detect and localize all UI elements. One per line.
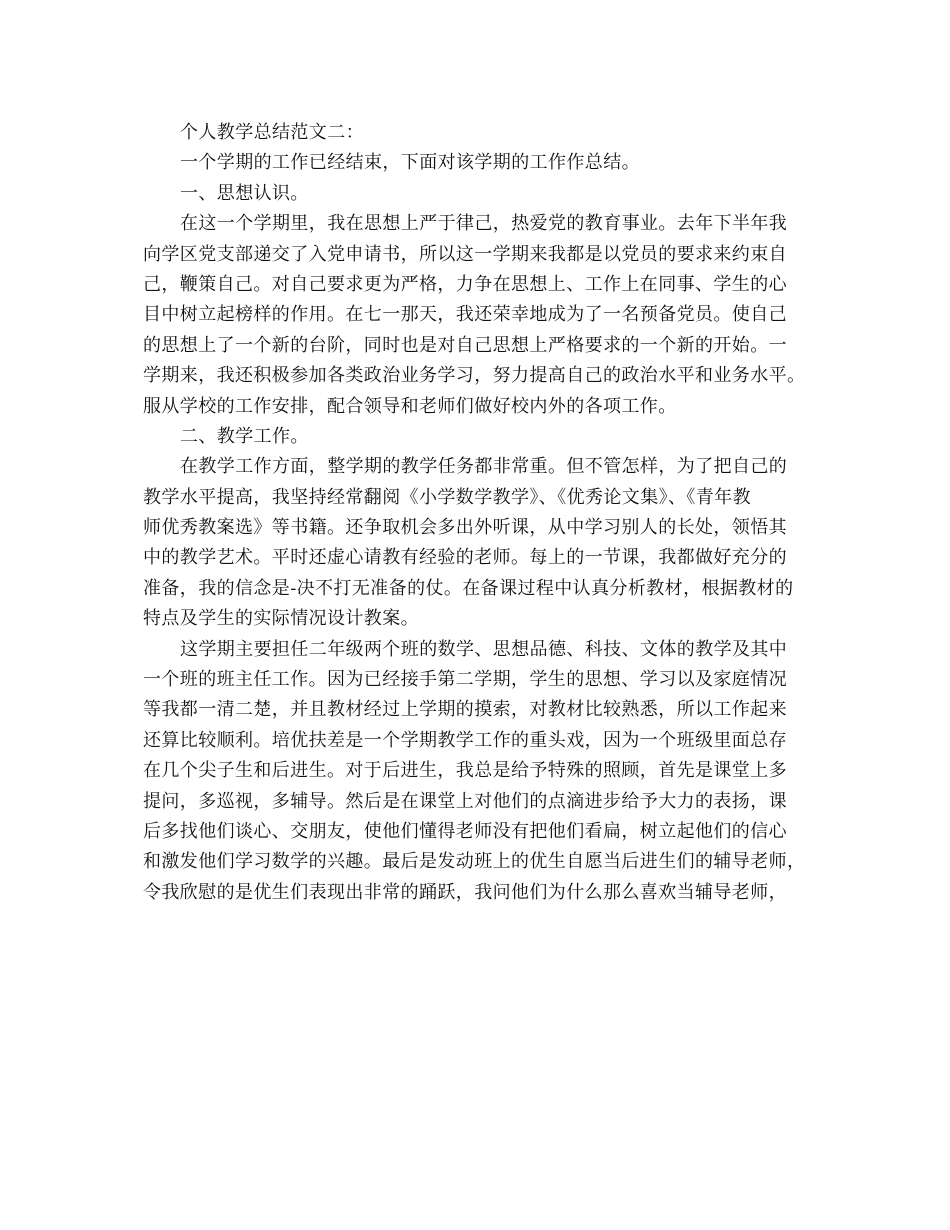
paragraph-line: 提问，多巡视，多辅导。然后是在课堂上对他们的点滴进步给予大力的表扬，课: [143, 790, 787, 812]
paragraph-line: 令我欣慰的是优生们表现出非常的踊跃，我问他们为什么那么喜欢当辅导老师，: [143, 881, 787, 903]
paragraph-line: 还算比较顺利。培优扶差是一个学期教学工作的重头戏，因为一个班级里面总存: [143, 729, 787, 751]
paragraph-line: 教学水平提高，我坚持经常翻阅《小学数学教学》、《优秀论文集》、《青年教: [143, 486, 751, 508]
paragraph-line: 和激发他们学习数学的兴趣。最后是发动班上的优生自愿当后进生们的辅导老师，: [143, 851, 806, 873]
paragraph-line: 目中树立起榜样的作用。在七一那天，我还荣幸地成为了一名预备党员。使自己: [143, 304, 787, 326]
paragraph-line: 在几个尖子生和后进生。对于后进生，我总是给予特殊的照顾，首先是课堂上多: [143, 760, 787, 782]
paragraph-line: 学期来，我还积极参加各类政治业务学习，努力提高自己的政治水平和业务水平。: [143, 365, 806, 387]
section-heading: 二、教学工作。: [180, 425, 309, 447]
document-body: [143, 118, 814, 908]
section-heading: 一、思想认识。: [180, 182, 309, 204]
paragraph-line: 一个班的班主任工作。因为已经接手第二学期，学生的思想、学习以及家庭情况: [143, 669, 787, 691]
paragraph-line: 中的教学艺术。平时还虚心请教有经验的老师。每上的一节课，我都做好充分的: [143, 547, 787, 569]
paragraph-line: 师优秀教案选》等书籍。还争取机会多出外听课，从中学习别人的长处，领悟其: [143, 517, 787, 539]
paragraph-line: 准备，我的信念是-决不打无准备的仗。在备课过程中认真分析教材，根据教材的: [143, 577, 794, 599]
paragraph-line: 服从学校的工作安排，配合领导和老师们做好校内外的各项工作。: [143, 395, 677, 417]
paragraph-line: 这学期主要担任二年级两个班的数学、思想品德、科技、文体的教学及其中: [180, 638, 788, 660]
paragraph-line: 特点及学生的实际情况设计教案。: [143, 608, 419, 630]
paragraph-line: 的思想上了一个新的台阶，同时也是对自己思想上严格要求的一个新的开始。一: [143, 334, 787, 356]
paragraph-line: 后多找他们谈心、交朋友，使他们懂得老师没有把他们看扁，树立起他们的信心: [143, 820, 787, 842]
paragraph-line: 一个学期的工作已经结束，下面对该学期的工作作总结。: [180, 152, 640, 174]
paragraph-line: 向学区党支部递交了入党申请书，所以这一学期来我都是以党员的要求来约束自: [143, 243, 787, 265]
paragraph-line: 己，鞭策自己。对自己要求更为严格，力争在思想上、工作上在同事、学生的心: [143, 273, 787, 295]
paragraph-line: 在这一个学期里，我在思想上严于律己，热爱党的教育事业。去年下半年我: [180, 213, 788, 235]
paragraph-line: 等我都一清二楚，并且教材经过上学期的摸索，对教材比较熟悉，所以工作起来: [143, 699, 787, 721]
document-title: 个人教学总结范文二：: [180, 122, 364, 143]
paragraph-line: 在教学工作方面，整学期的教学任务都非常重。但不管怎样，为了把自己的: [180, 456, 788, 478]
